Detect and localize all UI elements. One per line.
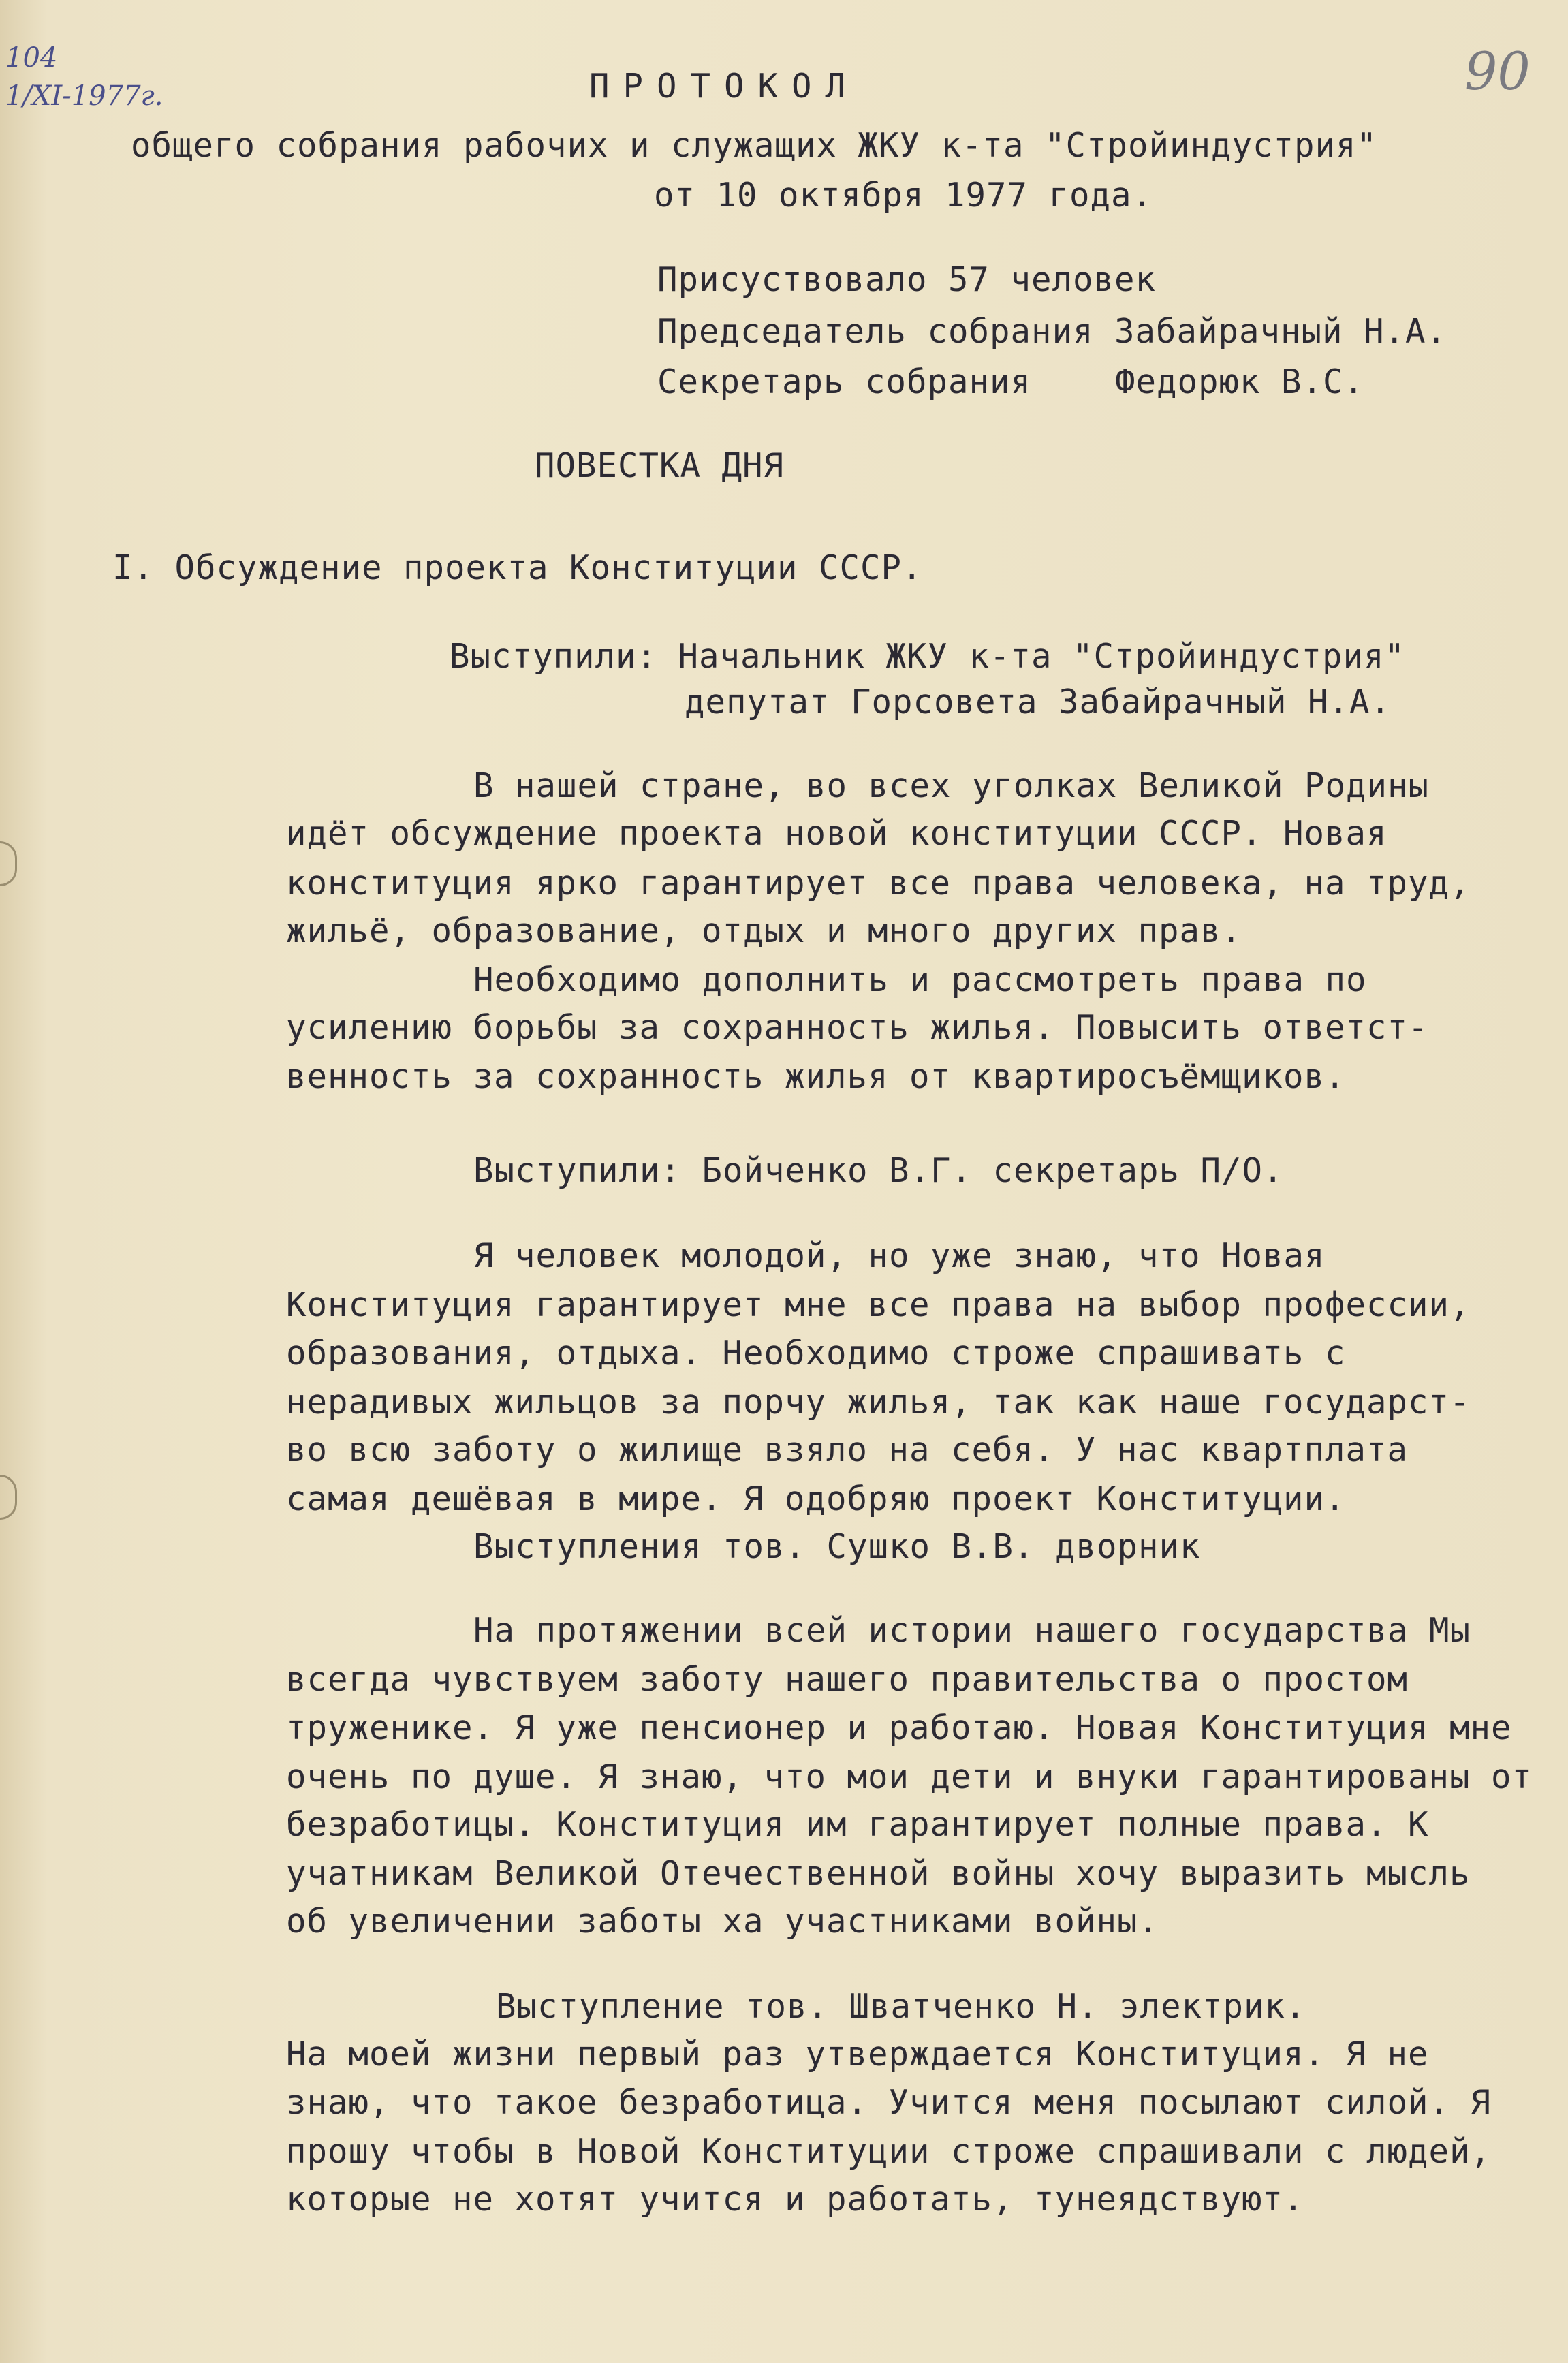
speaker-intro: Выступления тов. Сушко В.В. дворник <box>473 1527 1201 1566</box>
speech-line: прошу чтобы в Новой Конституции строже спрашивали с людей, <box>286 2132 1492 2171</box>
speaker-intro: Выступление тов. Шватченко Н. электрик. <box>496 1987 1306 2026</box>
secretary-label: Секретарь собрания <box>657 362 1032 401</box>
speech-line: об увеличении заботы ха участниками войны. <box>286 1902 1159 1941</box>
speech-line: На протяжении всей истории нашего государства Мы <box>473 1611 1471 1650</box>
speech-line: образования, отдыха. Необходимо строже спрашивать с <box>286 1334 1346 1373</box>
secretary-name: Федорюк В.С. <box>1115 362 1365 401</box>
speech-line: во всю заботу о жилище взяло на себя. У нас квартплата <box>286 1430 1409 1469</box>
speech-line: венность за сохранность жилья от квартиросъёмщиков. <box>286 1057 1346 1096</box>
speech-line: Необходимо дополнить и рассмотреть права по <box>473 960 1367 999</box>
speech-line: идёт обсуждение проекта новой конституции СССР. Новая <box>286 814 1387 853</box>
speech-line: нерадивых жильцов за порчу жилья, так как наше государст- <box>286 1383 1471 1422</box>
binder-hole-mark <box>0 841 17 886</box>
speech-line: Я человек молодой, но уже знаю, что Новая <box>473 1236 1326 1275</box>
document-title: ПРОТОКОЛ <box>589 67 860 106</box>
speaker-intro: Выступили: Начальник ЖКУ к-та "Стройиндустрия" <box>450 637 1406 676</box>
speech-line: труженике. Я уже пенсионер и работаю. Новая Конституция мне <box>286 1708 1512 1747</box>
speech-line: знаю, что такое безработица. Учится меня посылают силой. Я <box>286 2083 1492 2122</box>
handwritten-page-number: 90 <box>1464 41 1531 101</box>
document-date: от 10 октября 1977 года. <box>654 176 1153 215</box>
speech-line: конституция ярко гарантирует все права человека, на труд, <box>286 864 1471 903</box>
speech-line: Конституция гарантирует мне все права на выбор профессии, <box>286 1285 1471 1324</box>
speech-line: На моей жизни первый раз утверждается Конституция. Я не <box>286 2035 1429 2074</box>
chairman-line: Председатель собрания Забайрачный Н.А. <box>657 312 1447 351</box>
speech-line: очень по душе. Я знаю, что мои дети и внуки гарантированы от <box>286 1757 1533 1796</box>
speech-line: самая дешёвая в мире. Я одобряю проект Конституции. <box>286 1480 1346 1518</box>
agenda-heading: ПОВЕСТКА ДНЯ <box>535 446 785 485</box>
handwritten-archive-number: 104 <box>5 42 58 74</box>
speech-line: безработицы. Конституция им гарантирует полные права. К <box>286 1805 1429 1844</box>
speech-line: усилению борьбы за сохранность жилья. Повысить ответст- <box>286 1008 1429 1047</box>
speaker-intro: депутат Горсовета Забайрачный Н.А. <box>685 683 1392 721</box>
agenda-item: I. Обсуждение проекта Конституции СССР. <box>112 548 923 587</box>
attendance-line: Присуствовало 57 человек <box>657 260 1157 299</box>
speech-line: В нашей стране, во всех уголках Великой Родины <box>473 766 1430 805</box>
binder-hole-mark <box>0 1475 17 1520</box>
speech-line: всегда чувствуем заботу нашего правительства о простом <box>286 1660 1409 1699</box>
speech-line: жильё, образование, отдых и много других прав. <box>286 911 1242 950</box>
speech-line: которые не хотят учится и работать, тунеядствуют. <box>286 2180 1304 2219</box>
document-subtitle: общего собрания рабочих и служащих ЖКУ к-та "Стройиндустрия" <box>131 126 1378 165</box>
handwritten-date: 1/XI-1977г. <box>5 80 163 112</box>
speaker-intro: Выступили: Бойченко В.Г. секретарь П/О. <box>473 1151 1284 1190</box>
speech-line: учатникам Великой Отечественной войны хочу выразить мысль <box>286 1854 1471 1893</box>
